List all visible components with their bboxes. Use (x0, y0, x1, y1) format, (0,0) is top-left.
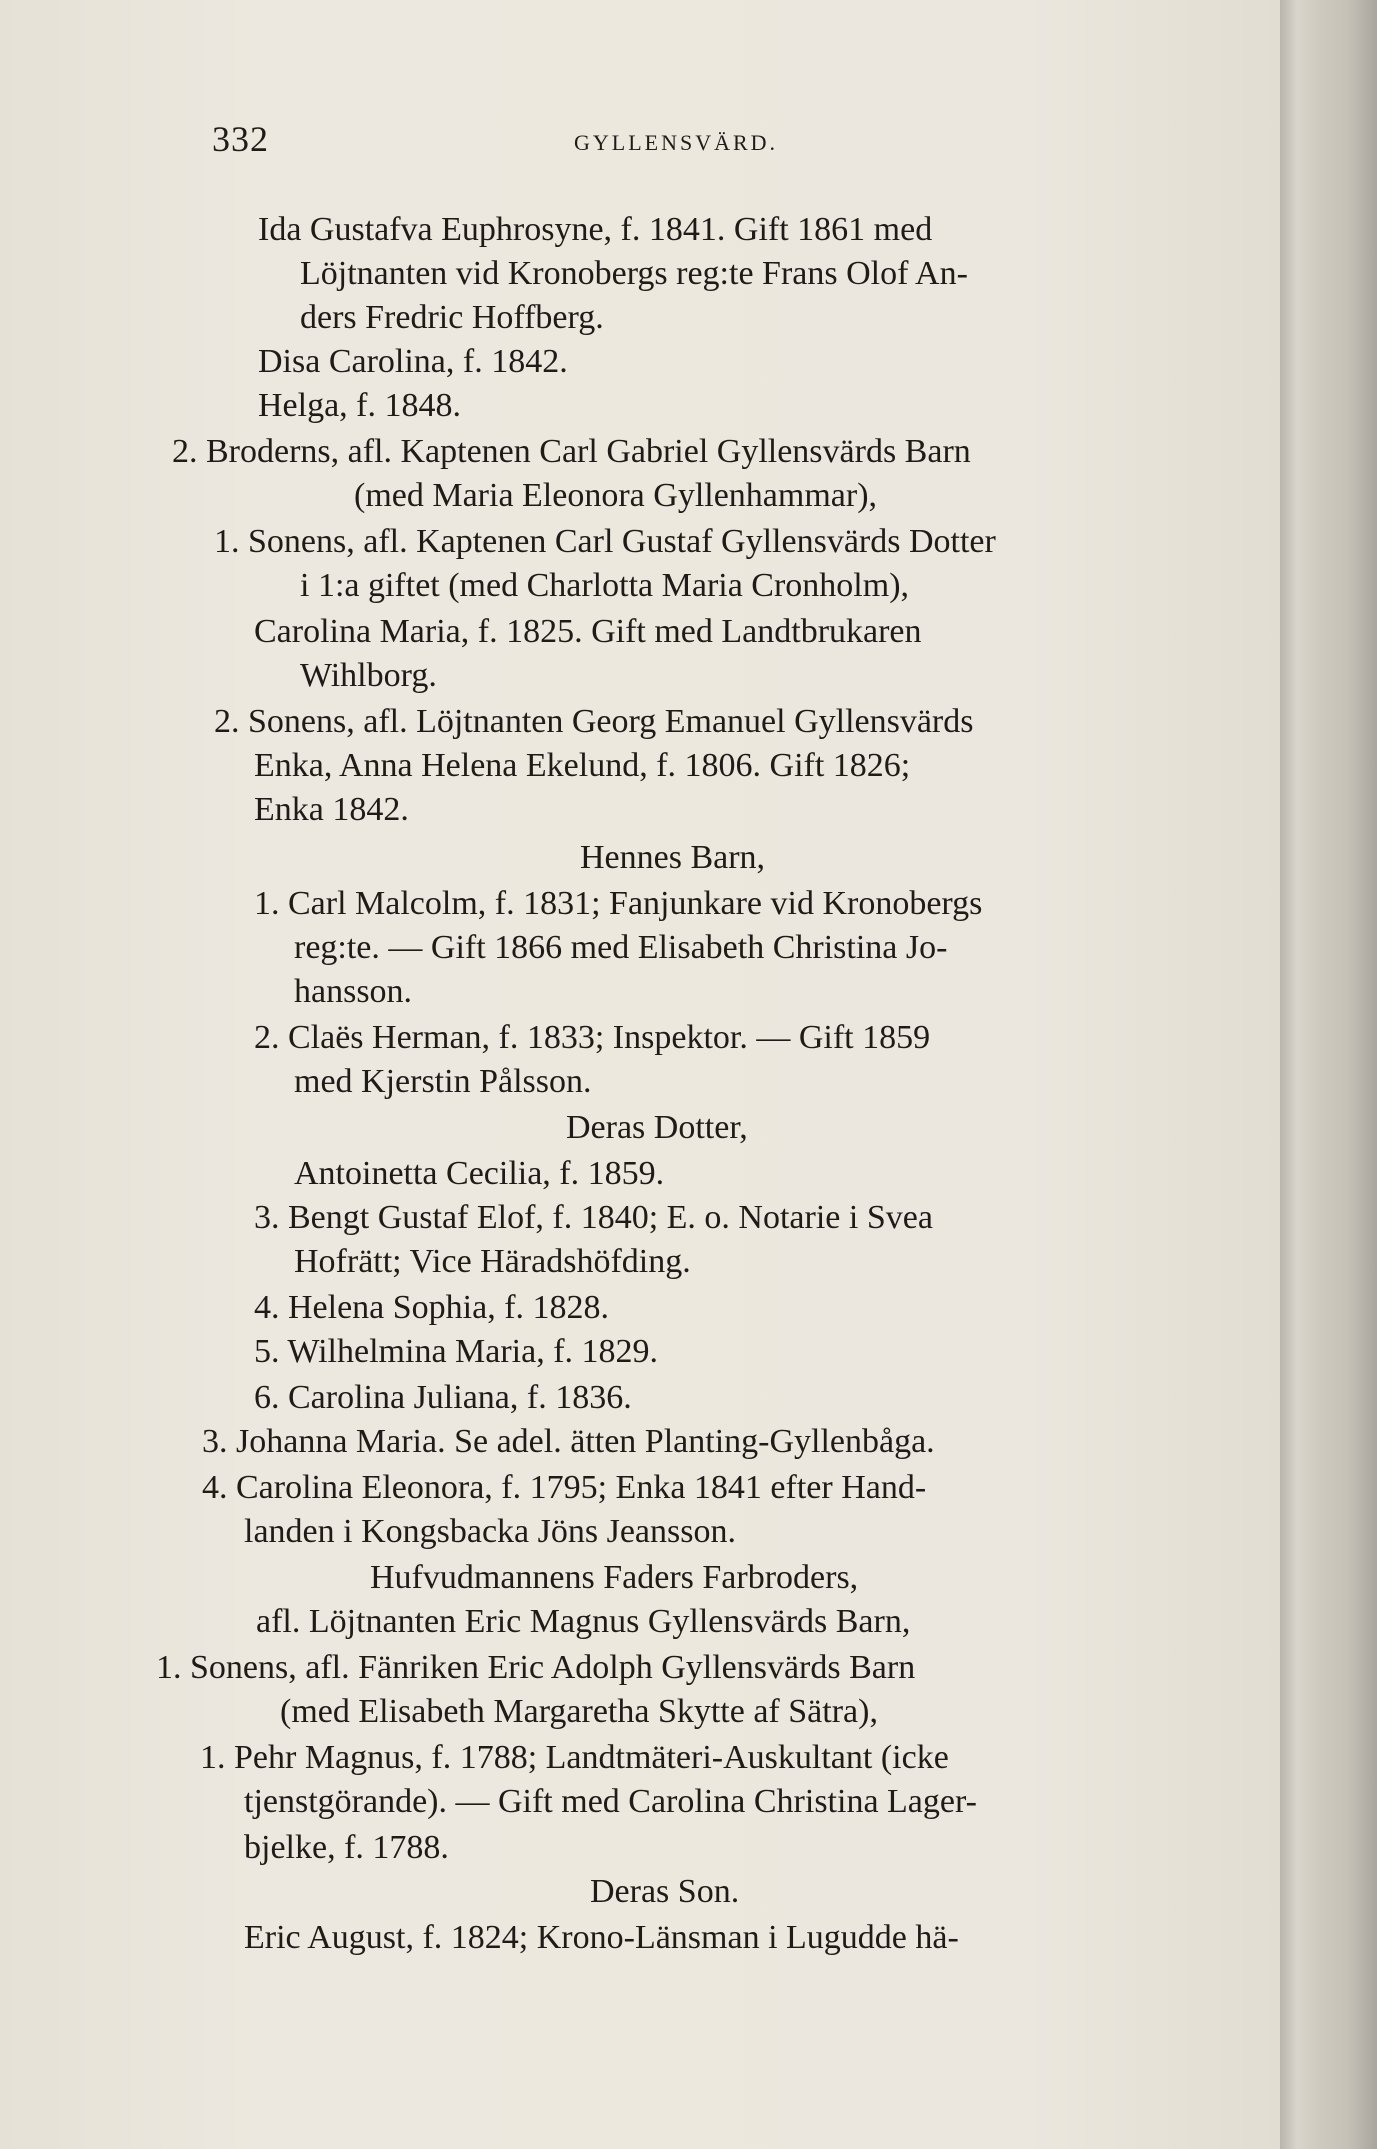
text-line-28: 3. Johanna Maria. Se adel. ätten Planting-Gyllenbåga. (202, 1423, 935, 1460)
text-line-8: 1. Sonens, afl. Kaptenen Carl Gustaf Gyllensvärds Dotter (214, 523, 996, 560)
text-line-34: (med Elisabeth Margaretha Skytte af Sätra), (280, 1693, 878, 1730)
text-line-5: Helga, f. 1848. (258, 387, 462, 424)
text-line-25: 4. Helena Sophia, f. 1828. (254, 1289, 610, 1326)
text-line-26: 5. Wilhelmina Maria, f. 1829. (254, 1333, 659, 1370)
text-line-36: tjenstgörande). — Gift med Carolina Christina Lager- (244, 1783, 977, 1820)
text-line-12: 2. Sonens, afl. Löjtnanten Georg Emanuel Gyllensvärds (214, 703, 974, 740)
text-line-21: Deras Dotter, (566, 1109, 748, 1146)
page-number: 332 (212, 119, 269, 159)
text-line-17: reg:te. — Gift 1866 med Elisabeth Christina Jo- (294, 929, 948, 966)
text-line-39: Eric August, f. 1824; Krono-Länsman i Lugudde hä- (244, 1919, 959, 1956)
text-line-1: Ida Gustafva Euphrosyne, f. 1841. Gift 1861 med (258, 211, 933, 248)
text-line-10: Carolina Maria, f. 1825. Gift med Landtbrukaren (254, 613, 922, 650)
text-line-16: 1. Carl Malcolm, f. 1831; Fanjunkare vid Kronobergs (254, 885, 983, 922)
page-header (0, 118, 1280, 168)
text-line-27: 6. Carolina Juliana, f. 1836. (254, 1379, 632, 1416)
text-line-33: 1. Sonens, afl. Fänriken Eric Adolph Gyllensvärds Barn (156, 1649, 916, 1686)
text-line-14: Enka 1842. (254, 791, 409, 828)
text-line-13: Enka, Anna Helena Ekelund, f. 1806. Gift 1826; (254, 747, 911, 784)
text-line-11: Wihlborg. (300, 657, 437, 694)
running-head: GYLLENSVÄRD. (574, 130, 779, 155)
text-line-32: afl. Löjtnanten Eric Magnus Gyllensvärds Barn, (256, 1603, 911, 1640)
text-line-19: 2. Claës Herman, f. 1833; Inspektor. — Gift 1859 (254, 1019, 931, 1056)
text-line-15: Hennes Barn, (580, 839, 766, 876)
text-line-38: Deras Son. (590, 1873, 740, 1910)
text-line-24: Hofrätt; Vice Häradshöfding. (294, 1243, 691, 1280)
text-line-20: med Kjerstin Pålsson. (294, 1063, 592, 1100)
text-line-23: 3. Bengt Gustaf Elof, f. 1840; E. o. Notarie i Svea (254, 1199, 933, 1236)
text-line-4: Disa Carolina, f. 1842. (258, 343, 568, 380)
text-line-30: landen i Kongsbacka Jöns Jeansson. (244, 1513, 736, 1550)
text-line-22: Antoinetta Cecilia, f. 1859. (294, 1155, 665, 1192)
text-line-35: 1. Pehr Magnus, f. 1788; Landtmäteri-Auskultant (icke (200, 1739, 949, 1776)
text-line-2: Löjtnanten vid Kronobergs reg:te Frans Olof An- (300, 255, 968, 292)
book-gutter (1280, 0, 1377, 2149)
text-line-37: bjelke, f. 1788. (244, 1829, 449, 1866)
text-line-9: i 1:a giftet (med Charlotta Maria Cronholm), (300, 567, 910, 604)
text-line-3: ders Fredric Hoffberg. (300, 299, 604, 336)
text-line-6: 2. Broderns, afl. Kaptenen Carl Gabriel Gyllensvärds Barn (172, 433, 971, 470)
text-line-29: 4. Carolina Eleonora, f. 1795; Enka 1841 efter Hand- (202, 1469, 927, 1506)
text-line-31: Hufvudmannens Faders Farbroders, (370, 1559, 859, 1596)
text-line-7: (med Maria Eleonora Gyllenhammar), (354, 477, 878, 514)
text-line-18: hansson. (294, 973, 413, 1010)
